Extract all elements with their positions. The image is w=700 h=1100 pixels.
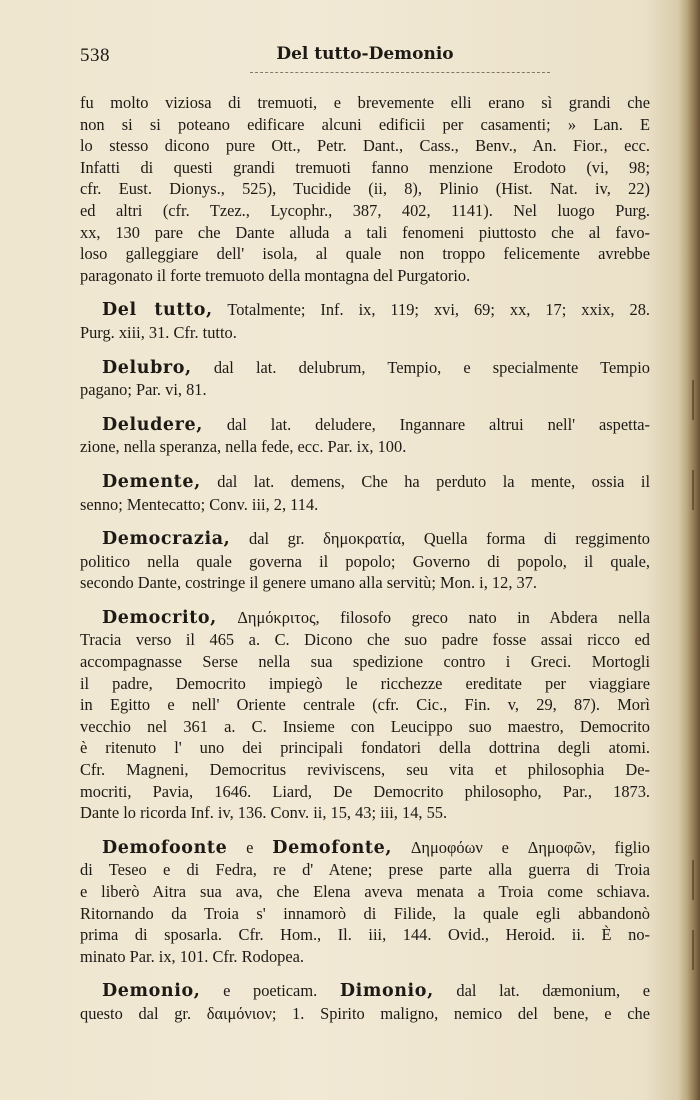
entry-delubro [80,357,650,401]
text-line: xx, 130 pare che Dante alluda a tali fenomeni piuttosto che al favo- [80,222,650,242]
text-line: politico nella quale governa il popolo; Governo di popolo, il quale, [80,551,650,571]
text-line: lo stesso dicono pure Ott., Petr. Dant., Cass., Benv., An. Fior., ecc. [80,136,650,156]
headword: Demente, [102,471,201,492]
text-line: mocriti, Pavia, 1646. Liard, De Democrito philosopho, Par., 1873. [80,781,650,801]
text-line: Ritornando da Troia s' innamorò di Filide, la quale egli abbandonò [80,903,650,923]
text-line: in Egitto e nell' Oriente centrale (cfr. Cic., Fin. v, 29, 87). Morì [80,695,650,715]
text-line: Infatti di questi grandi tremuoti fanno menzione Erodoto (vi, 98; [80,157,650,177]
entry-deludere [80,414,650,458]
headword: Demofoonte [102,837,228,858]
headword: Delubro, [102,357,192,378]
entry-democrito [80,607,650,824]
text-line: Demonio, e poeticam. Dimonio, dal lat. dæmonium, e [102,981,650,1002]
entry-demonio [80,980,650,1024]
headword: Deludere, [102,414,203,435]
text-line: Democrito, Δημόκριτος, filosofo greco nato in Abdera nella [102,607,650,628]
text-line: pagano; Par. vi, 81. [80,380,207,400]
entry-demente [80,471,650,515]
text-line: cfr. Eust. Dionys., 525), Tucidide (ii, 8), Plinio (Hist. Nat. iv, 22) [80,179,650,199]
text-line: zione, nella speranza, nella fede, ecc. Par. ix, 100. [80,437,407,457]
text-line: secondo Dante, costringe il genere umano alla servitù; Mon. i, 12, 37. [80,573,538,593]
text-line: Cfr. Magneni, Democritus reviviscens, seu vita et philosophia De- [80,760,650,780]
text-line: senno; Mentecatto; Conv. iii, 2, 114. [80,494,319,514]
text-line: fu molto viziosa di tremuoti, e brevemente elli erano sì grandi che [80,93,650,112]
text-line: paragonato il forte tremuoto della montagna del Purgatorio. [80,265,471,285]
headword: Demonio, [102,981,201,1002]
entry-demofoonte [80,837,650,968]
entry-democrazia [80,528,650,594]
headword: Democrazia, [102,529,231,550]
text-line: ed altri (cfr. Tzez., Lycophr., 387, 402, 1141). Nel luogo Purg. [80,200,650,220]
headword: Dimonio, [339,981,434,1002]
text-line: Del tutto, Totalmente; Inf. ix, 119; xvi, 69; xx, 17; xxix, 28. [102,300,650,321]
text-line: accompagnasse Serse nella sua spedizione contro i Greci. Mortogli [80,652,650,672]
running-head: Del tutto-Demonio [276,44,454,64]
text-line: e liberò Aitra sua ava, che Elena aveva menata a Troia come schiava. [80,882,650,901]
text-line: non si si poteano edificare alcuni edificii per casamenti; » Lan. E [80,114,650,134]
text-line: prima di sposarla. Cfr. Hom., Il. iii, 144. Ovid., Heroid. ii. È no- [80,925,650,945]
text-line: loso galleggiare dell' isola, al quale non troppo felicemente avrebbe [80,244,650,264]
text-line: Delubro, dal lat. delubrum, Tempio, e specialmente Tempio [102,357,650,378]
text-line: Demente, dal lat. demens, Che ha perduto la mente, ossia il [102,471,650,492]
headword: Democrito, [102,607,217,628]
page-header [80,45,650,75]
text-line: di Teseo e di Fedra, re d' Atene; prese parte alla guerra di Troia [80,860,650,880]
text-line: vecchio nel 361 a. C. Insieme con Leucippo suo maestro, Democrito [80,716,650,736]
body-text [80,92,650,1025]
text-line: Deludere, dal lat. deludere, Ingannare altrui nell' aspetta- [102,414,650,435]
headword: Del tutto, [102,300,213,321]
page-edge-shadow [678,0,700,1100]
text-line: Democrazia, dal gr. δημοκρατία, Quella forma di reggimento [102,529,650,550]
page-number: 538 [80,45,110,66]
text-line: minato Par. ix, 101. Cfr. Rodopea. [80,946,304,966]
text-line: Tracia verso il 465 a. C. Dicono che suo padre fosse assai ricco ed [80,630,650,650]
text-line: Purg. xiii, 31. Cfr. tutto. [80,322,237,342]
text-line: Demofoonte e Demofonte, Δημοφόων e Δημοφῶν, figlio [102,837,650,858]
text-line: è ritenuto l' uno dei principali fondatori della dottrina degli atomi. [80,738,650,758]
headword: Demofonte, [272,837,393,858]
entry-del-tutto [80,299,650,343]
text-line: il padre, Democrito impiegò le ricchezze ereditate per viaggiare [80,673,650,693]
text-line: Dante lo ricorda Inf. iv, 136. Conv. ii, 15, 43; iii, 14, 55. [80,803,448,823]
text-line: questo dal gr. δαιμόνιον; 1. Spirito maligno, nemico del bene, e che [80,1003,650,1023]
header-rule [250,72,550,74]
intro-paragraph [80,92,650,286]
